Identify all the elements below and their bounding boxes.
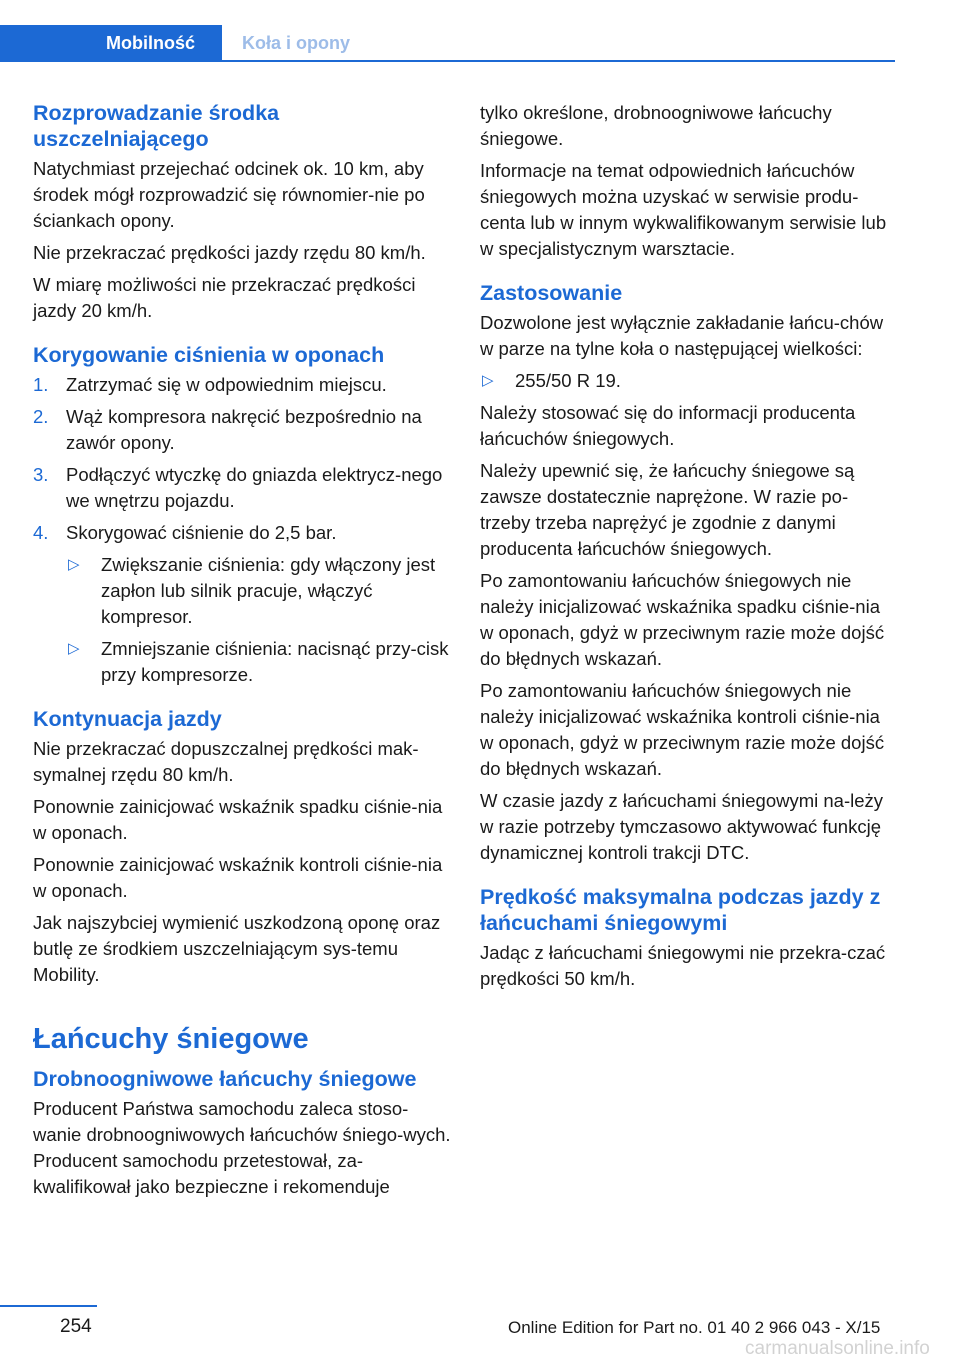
right-column bbox=[480, 100, 895, 998]
heading-max-speed-with-chains: Prędkość maksymalna podczas jazdy z łańcuchami śniegowymi bbox=[480, 885, 881, 935]
left-column bbox=[33, 100, 451, 1206]
heading-correct-pressure: Korygowanie ciśnienia w oponach bbox=[33, 343, 385, 367]
paragraph: W czasie jazdy z łańcuchami śniegowymi na‐leży w razie potrzeby tymczasowo aktywować funkcję dynamicznej kontroli trakcji DTC. bbox=[480, 790, 884, 863]
triangle-bullet-icon: ▷ bbox=[482, 372, 494, 389]
list-item bbox=[33, 462, 451, 514]
paragraph: tylko określone, drobnoogniwowe łańcuchy śniegowe. bbox=[480, 102, 832, 149]
paragraph: Ponownie zainicjować wskaźnik kontroli ciśnie‐nia w oponach. bbox=[33, 854, 443, 901]
list-item-text: Skorygować ciśnienie do 2,5 bar. bbox=[66, 522, 337, 543]
tab-wheels-and-tires[interactable]: Koła i opony bbox=[242, 33, 350, 53]
list-item bbox=[33, 372, 451, 398]
footer-divider bbox=[0, 1305, 97, 1307]
edition-note: Online Edition for Part no. 01 40 2 966 043 - X/15 bbox=[508, 1318, 881, 1337]
list-item bbox=[480, 368, 895, 394]
list-item-text: Zatrzymać się w odpowiednim miejscu. bbox=[66, 374, 387, 395]
list-item-text: Wąż kompresora nakręcić bezpośrednio na zawór opony. bbox=[66, 406, 422, 453]
paragraph: Należy stosować się do informacji producenta łańcuchów śniegowych. bbox=[480, 402, 856, 449]
section-title-snow-chains: Łańcuchy śniegowe bbox=[33, 1023, 309, 1055]
paragraph: Natychmiast przejechać odcinek ok. 10 km, aby środek mógł rozprowadzić się równomier‐nie po ściankach opony. bbox=[33, 158, 425, 231]
list-item-text: Zwiększanie ciśnienia: gdy włączony jest zapłon lub silnik pracuje, włączyć kompresor. bbox=[101, 554, 436, 627]
list-item bbox=[33, 404, 451, 456]
heading-fine-link-chains: Drobnoogniwowe łańcuchy śniegowe bbox=[33, 1067, 417, 1091]
heading-continue-driving: Kontynuacja jazdy bbox=[33, 707, 222, 731]
paragraph: W miarę możliwości nie przekraczać prędkości jazdy 20 km/h. bbox=[33, 274, 416, 321]
paragraph: Producent Państwa samochodu zaleca stoso‐wanie drobnoogniwowych łańcuchów śniego‐wych. Producent samochodu przetestował, za‐kwalifikował jako bezpieczne i rekomenduje bbox=[33, 1098, 451, 1197]
chapter-header bbox=[0, 25, 895, 62]
list-number: 1. bbox=[33, 374, 49, 395]
paragraph: Ponownie zainicjować wskaźnik spadku ciśnie‐nia w oponach. bbox=[33, 796, 443, 843]
heading-usage: Zastosowanie bbox=[480, 281, 623, 305]
watermark: carmanualsonline.info bbox=[745, 1338, 930, 1359]
heading-distribute-sealant: Rozprowadzanie środka uszczelniającego bbox=[33, 101, 280, 151]
page-number: 254 bbox=[60, 1316, 92, 1337]
paragraph: Nie przekraczać dopuszczalnej prędkości mak‐symalnej rzędu 80 km/h. bbox=[33, 738, 419, 785]
list-number: 3. bbox=[33, 464, 49, 485]
paragraph: Należy upewnić się, że łańcuchy śniegowe są zawsze dostatecznie naprężone. W razie po‐trzeby trzeba naprężyć je zgodnie z danymi producenta łańcuchów śniegowych. bbox=[480, 460, 855, 559]
paragraph: Nie przekraczać prędkości jazdy rzędu 80 km/h. bbox=[33, 242, 426, 263]
list-number: 2. bbox=[33, 406, 49, 427]
list-item bbox=[33, 520, 451, 546]
list-item-text: Podłączyć wtyczkę do gniazda elektrycz‐nego we wnętrzu pojazdu. bbox=[66, 464, 443, 511]
paragraph: Po zamontowaniu łańcuchów śniegowych nie należy inicjalizować wskaźnika kontroli ciśnie‐nia w oponach, gdyż w przeciwnym razie może dojść do błędnych wskazań. bbox=[480, 680, 885, 779]
triangle-bullet-icon: ▷ bbox=[68, 556, 80, 573]
list-number: 4. bbox=[33, 522, 49, 543]
paragraph: Informacje na temat odpowiednich łańcuchów śniegowych można uzyskać w serwisie produ‐centa lub w innym wykwalifikowanym serwisie lub w specjalistycznym warsztacie. bbox=[480, 160, 887, 259]
paragraph: Dozwolone jest wyłącznie zakładanie łańcu‐chów w parze na tylne koła o następującej wielkości: bbox=[480, 312, 884, 359]
paragraph: Jadąc z łańcuchami śniegowymi nie przekra‐czać prędkości 50 km/h. bbox=[480, 942, 886, 989]
tab-mobility[interactable]: Mobilność bbox=[0, 25, 222, 62]
list-item-text: Zmniejszanie ciśnienia: nacisnąć przy‐cisk przy kompresorze. bbox=[101, 638, 449, 685]
list-item-text: 255/50 R 19. bbox=[515, 370, 621, 391]
paragraph: Po zamontowaniu łańcuchów śniegowych nie należy inicjalizować wskaźnika spadku ciśnie‐nia w oponach, gdyż w przeciwnym razie może dojść do błędnych wskazań. bbox=[480, 570, 885, 669]
sub-list-item bbox=[66, 552, 451, 630]
triangle-bullet-icon: ▷ bbox=[68, 640, 80, 657]
header-divider bbox=[0, 60, 895, 62]
sub-list-item bbox=[66, 636, 451, 688]
paragraph: Jak najszybciej wymienić uszkodzoną oponę oraz butlę ze środkiem uszczelniającym sys‐temu Mobility. bbox=[33, 912, 441, 985]
